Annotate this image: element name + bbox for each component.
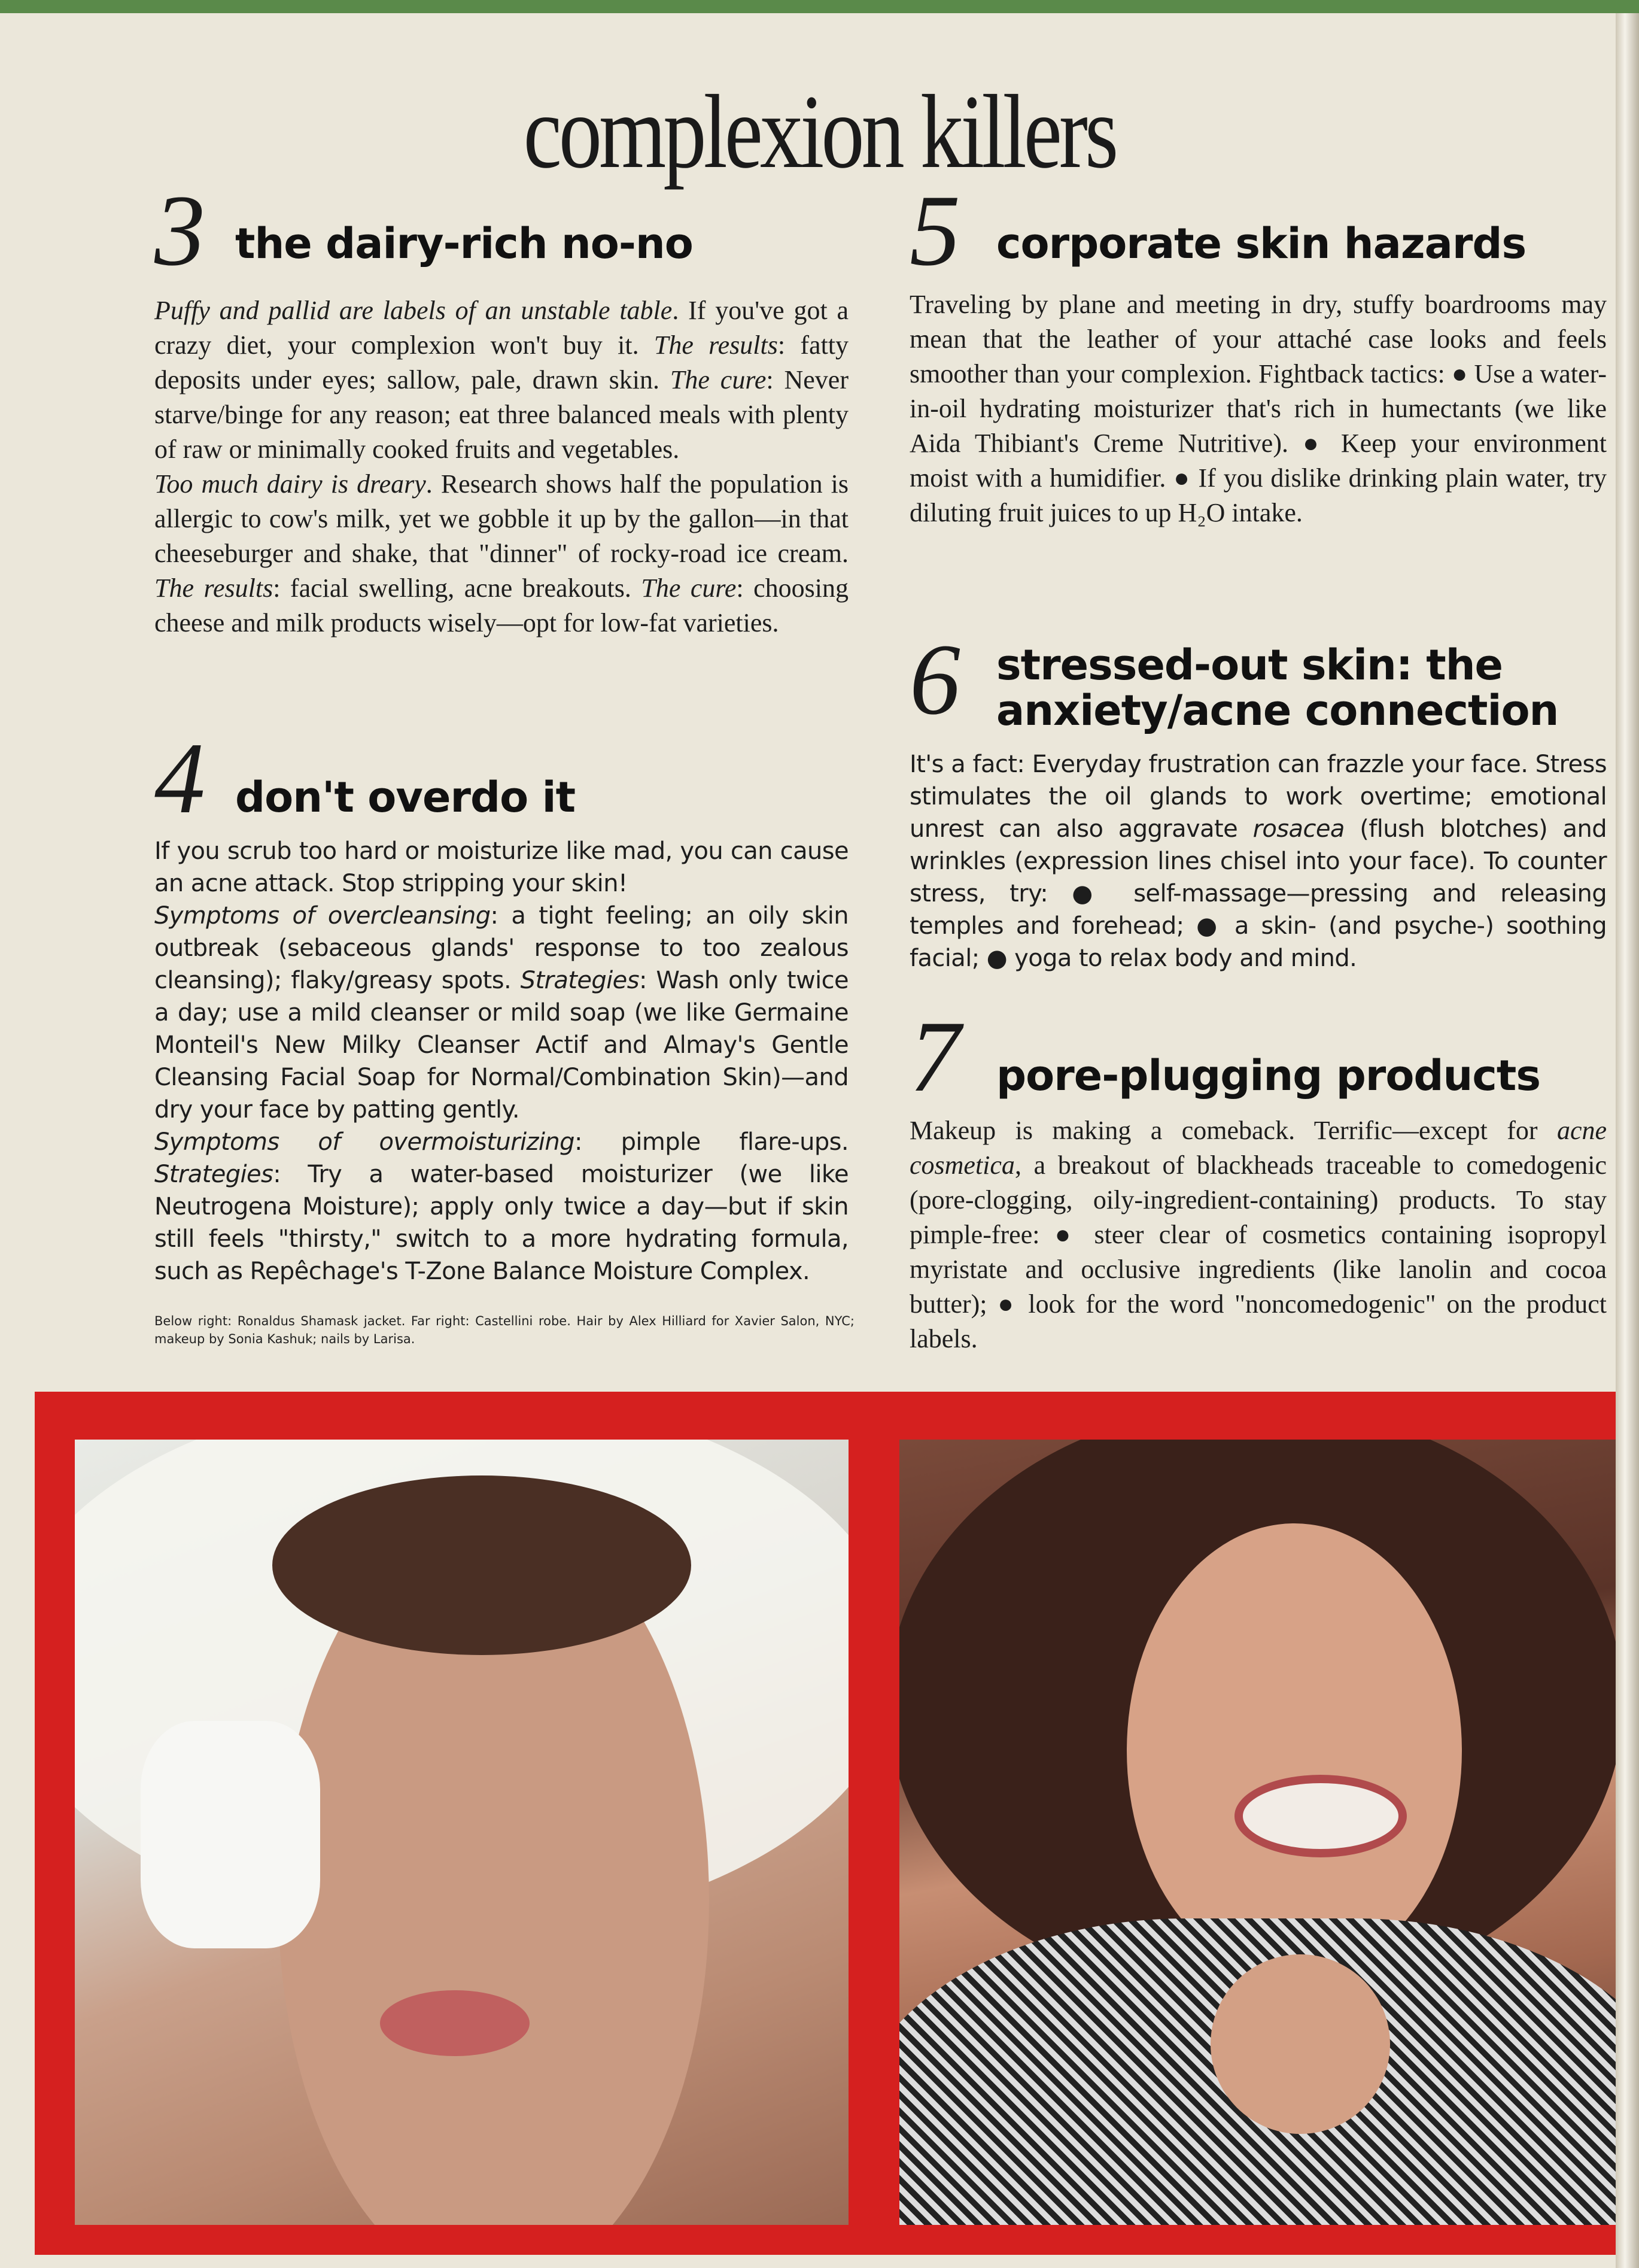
section-4 (154, 722, 849, 1288)
section-body (154, 293, 849, 640)
section-header (910, 623, 1607, 748)
cotton-pad-shape (141, 1721, 320, 1948)
photo-woman-cleansing-face (75, 1440, 849, 2225)
section-title: don't overdo it (235, 773, 576, 822)
photo-credit: Below right: Ronaldus Shamask jacket. Far right: Castellini robe. Hair by Alex Hilliard for Xavier Salon, NYC; makeup by Sonia Kashuk; nails by Larisa. (154, 1314, 855, 1346)
section-6 (910, 623, 1607, 974)
text-run: . Research shows half the population is allergic to cow's milk, yet we gobble it up by the gallon—in that cheeseburger and shake, that "dinner" of rocky-road ice cream. (154, 469, 849, 568)
paragraph (154, 467, 849, 640)
text-run: : Try a water-based moisturizer (we like Neutrogena Moisture); apply only twice a day—but if skin still feels "thirsty," switch to a more hydrating formula, such as Repêchage's T-Zone Balance Moisture Complex. (154, 1161, 849, 1285)
italic-run: Puffy and pallid are labels of an unstable table (154, 296, 673, 325)
italic-run: Strategies (154, 1161, 273, 1188)
italic-run: Symptoms of overcleansing (154, 902, 491, 930)
italic-run: The results (154, 573, 273, 603)
paragraph (910, 287, 1607, 530)
section-number: 4 (154, 722, 205, 834)
page-edge (1616, 13, 1639, 2268)
section-5 (910, 174, 1607, 530)
photo-woman-grimacing (899, 1440, 1616, 2225)
text-run: : a tight feeling; an oily skin outbreak (sebaceous glands' response to too zealous cleansing); flaky/greasy spots. (154, 902, 849, 994)
text-run: : choosing cheese and milk products wisely—opt for low-fat varieties. (154, 573, 849, 637)
text-run: . If you've got a crazy diet, your complexion won't buy it. (154, 296, 849, 360)
paragraph (910, 1113, 1607, 1356)
section-body (910, 1113, 1607, 1356)
section-header (154, 722, 849, 835)
paragraph (154, 835, 849, 900)
italic-run: The cure (641, 573, 737, 603)
section-title: stressed-out skin: the anxiety/acne connection (996, 640, 1559, 735)
section-header (154, 174, 849, 293)
section-title: pore-plugging products (996, 1051, 1540, 1100)
italic-run: rosacea (1252, 815, 1345, 843)
italic-run: Too much dairy is dreary (154, 469, 426, 499)
text-run: : Wash only twice a day; use a mild cleanser or mild soap (we like Germaine Monteil's New Milky Cleanser Actif and Almay's Gentle Cleansing Facial Soap for Normal/Combination Skin)—and dry your face by patting gently. (154, 967, 849, 1124)
paragraph (910, 748, 1607, 974)
text-run: , a breakout of blackheads traceable to comedogenic (pore-clogging, oily-ingredient-containing) products. To stay pimple-free: ● steer clear of cosmetics containing isopropyl myristate and occlusive ingredients (like lanolin and cocoa butter); ● look for the word "noncomedogenic" on the product labels. (910, 1150, 1607, 1353)
section-title: the dairy-rich no-no (235, 219, 693, 268)
face-shape (1127, 1523, 1462, 1978)
text-run: : Never starve/binge for any reason; eat three balanced meals with plenty of raw or minimally cooked fruits and vegetables. (154, 365, 849, 464)
italic-run: Strategies (520, 967, 639, 994)
paragraph (154, 900, 849, 1126)
text-run: Makeup is making a comeback. Terrific—except for (910, 1116, 1557, 1145)
page-title: complexion killers (523, 74, 1116, 190)
hair-shape (272, 1475, 691, 1655)
section-body (910, 287, 1607, 530)
text-run: If you scrub too hard or moisturize like mad, you can cause an acne attack. Stop stripping your skin! (154, 837, 849, 897)
italic-run: The cure (670, 365, 767, 394)
section-header (910, 1000, 1607, 1113)
text-run: : facial swelling, acne breakouts. (273, 573, 641, 603)
text-run: (flush blotches) and wrinkles (expression lines chisel into your face). To counter stress, try: ● self-massage—pressing and releasing temples and forehead; ● a skin- (and psyche-) soothing facial; ● yoga to relax body and mind. (910, 815, 1607, 972)
section-header (910, 174, 1607, 287)
section-number: 6 (910, 623, 960, 736)
section-number: 5 (910, 174, 960, 287)
italic-run: acne cosmetica (910, 1116, 1607, 1180)
section-title: corporate skin hazards (996, 219, 1527, 268)
section-body (910, 748, 1607, 974)
paragraph (154, 1126, 849, 1288)
lips-shape (380, 1990, 530, 2056)
section-number: 7 (910, 1000, 960, 1113)
italic-run: Symptoms of overmoisturizing (154, 1128, 574, 1156)
section-body (154, 835, 849, 1288)
smile-shape (1234, 1775, 1407, 1857)
text-run: It's a fact: Everyday frustration can frazzle your face. Stress stimulates the oil glands to work overtime; emotional unrest can also aggravate (910, 751, 1607, 843)
paragraph (154, 293, 849, 467)
text-run: : pimple flare-ups. (574, 1128, 849, 1156)
hand-shape (1211, 1954, 1390, 2134)
section-number: 3 (154, 174, 205, 287)
italic-run: The results (653, 330, 778, 360)
section-7 (910, 1000, 1607, 1356)
section-3 (154, 174, 849, 640)
text-run: : fatty deposits under eyes; sallow, pale, drawn skin. (154, 330, 849, 394)
text-run: Traveling by plane and meeting in dry, stuffy boardrooms may mean that the leather of your attaché case looks and feels smoother than your complexion. Fightback tactics: ● Use a water-in-oil hydrating moisturizer that's rich in humectants (we like Aida Thibiant's Creme Nutritive). ● Keep your environment moist with a humidifier. ● If you dislike drinking plain water, try diluting fruit juices to up H₂O intake. (910, 290, 1607, 527)
